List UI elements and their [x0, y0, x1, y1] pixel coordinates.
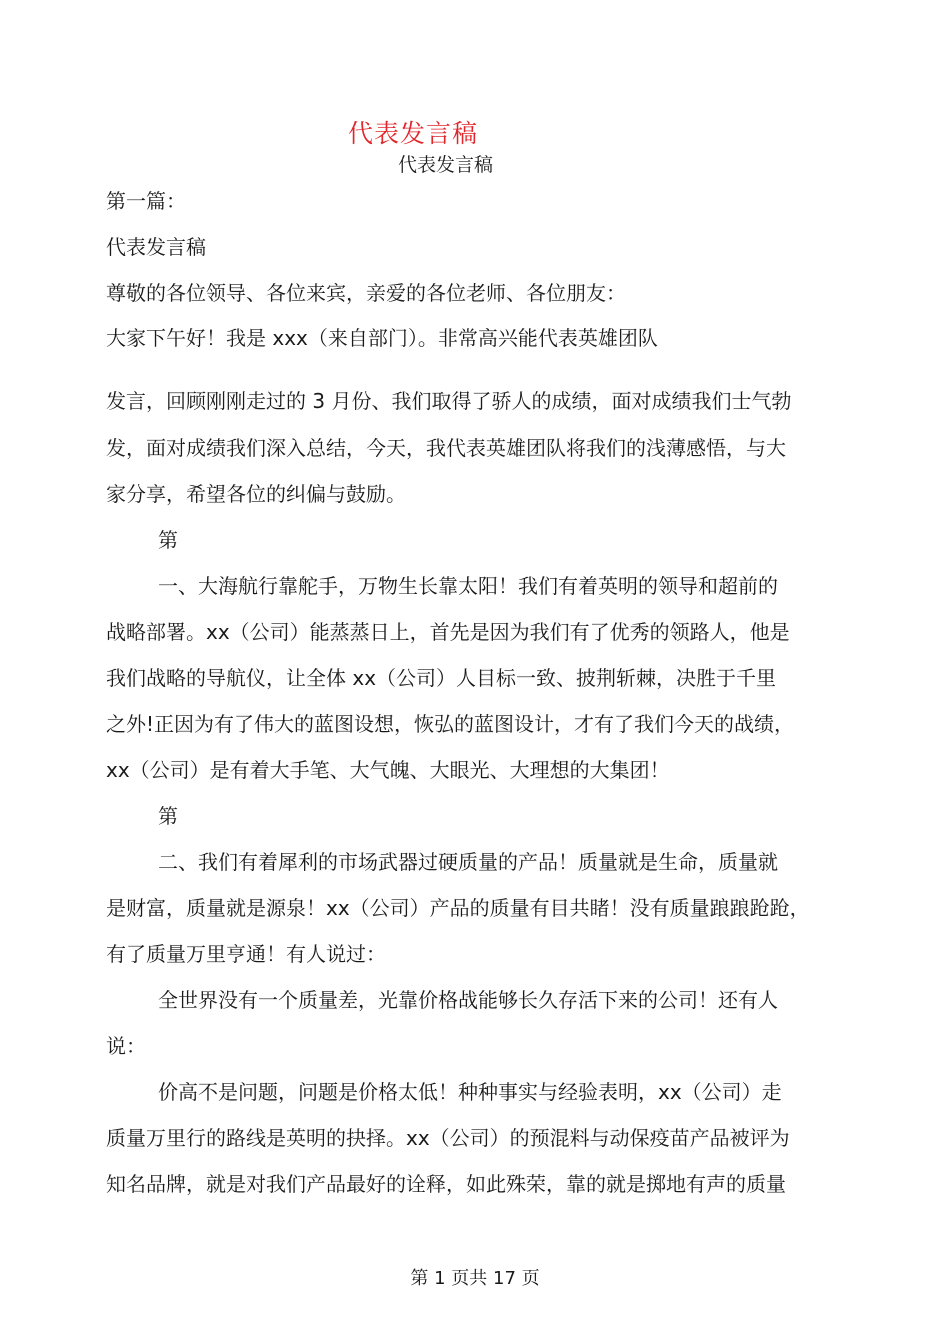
section-marker: 第: [158, 804, 178, 828]
text-line: xx（公司）是有着大手笔、大气魄、大眼光、大理想的大集团！: [106, 758, 670, 782]
text-line: 全世界没有一个质量差，光靠价格战能够长久存活下来的公司！还有人: [158, 988, 778, 1012]
text-line: 有了质量万里亨通！有人说过：: [106, 942, 386, 966]
text-line: 价高不是问题，问题是价格太低！种种事实与经验表明，xx（公司）走: [158, 1080, 782, 1104]
text-line: 大家下午好！我是 xxx（来自部门）。非常高兴能代表英雄团队: [106, 326, 658, 350]
salutation: 尊敬的各位领导、各位来宾，亲爱的各位老师、各位朋友：: [106, 281, 626, 305]
text-line: 发，面对成绩我们深入总结，今天，我代表英雄团队将我们的浅薄感悟，与大: [106, 436, 786, 460]
text-line: 战略部署。xx（公司）能蒸蒸日上，首先是因为我们有了优秀的领路人，他是: [106, 620, 790, 644]
text-line: 家分享，希望各位的纠偏与鼓励。: [106, 482, 406, 506]
section-marker: 第: [158, 528, 178, 552]
section-heading: 第一篇：: [106, 189, 186, 213]
text-line: 我们战略的导航仪，让全体 xx（公司）人目标一致、披荆斩棘，决胜于千里: [106, 666, 777, 690]
text-line: 发言，回顾刚刚走过的 3 月份、我们取得了骄人的成绩，面对成绩我们士气勃: [106, 389, 792, 413]
text-line: 说：: [106, 1034, 146, 1058]
text-line: 知名品牌，就是对我们产品最好的诠释，如此殊荣，靠的就是掷地有声的质量: [106, 1172, 786, 1196]
text-line: 质量万里行的路线是英明的抉择。xx（公司）的预混料与动保疫苗产品被评为: [106, 1126, 790, 1150]
text-line: 二、我们有着犀利的市场武器过硬质量的产品！质量就是生命，质量就: [158, 850, 778, 874]
text-line: 是财富，质量就是源泉！xx（公司）产品的质量有目共睹！没有质量踉踉跄跄，: [106, 896, 810, 920]
text-line: 一、大海航行靠舵手，万物生长靠太阳！我们有着英明的领导和超前的: [158, 574, 778, 598]
document-subtitle: 代表发言稿: [398, 154, 494, 176]
document-title: 代表发言稿: [348, 119, 479, 148]
text-line: 之外!正因为有了伟大的蓝图设想，恢弘的蓝图设计，才有了我们今天的战绩，: [106, 712, 795, 736]
speech-title: 代表发言稿: [106, 235, 206, 259]
page-number-footer: 第 1 页共 17 页: [410, 1268, 540, 1289]
